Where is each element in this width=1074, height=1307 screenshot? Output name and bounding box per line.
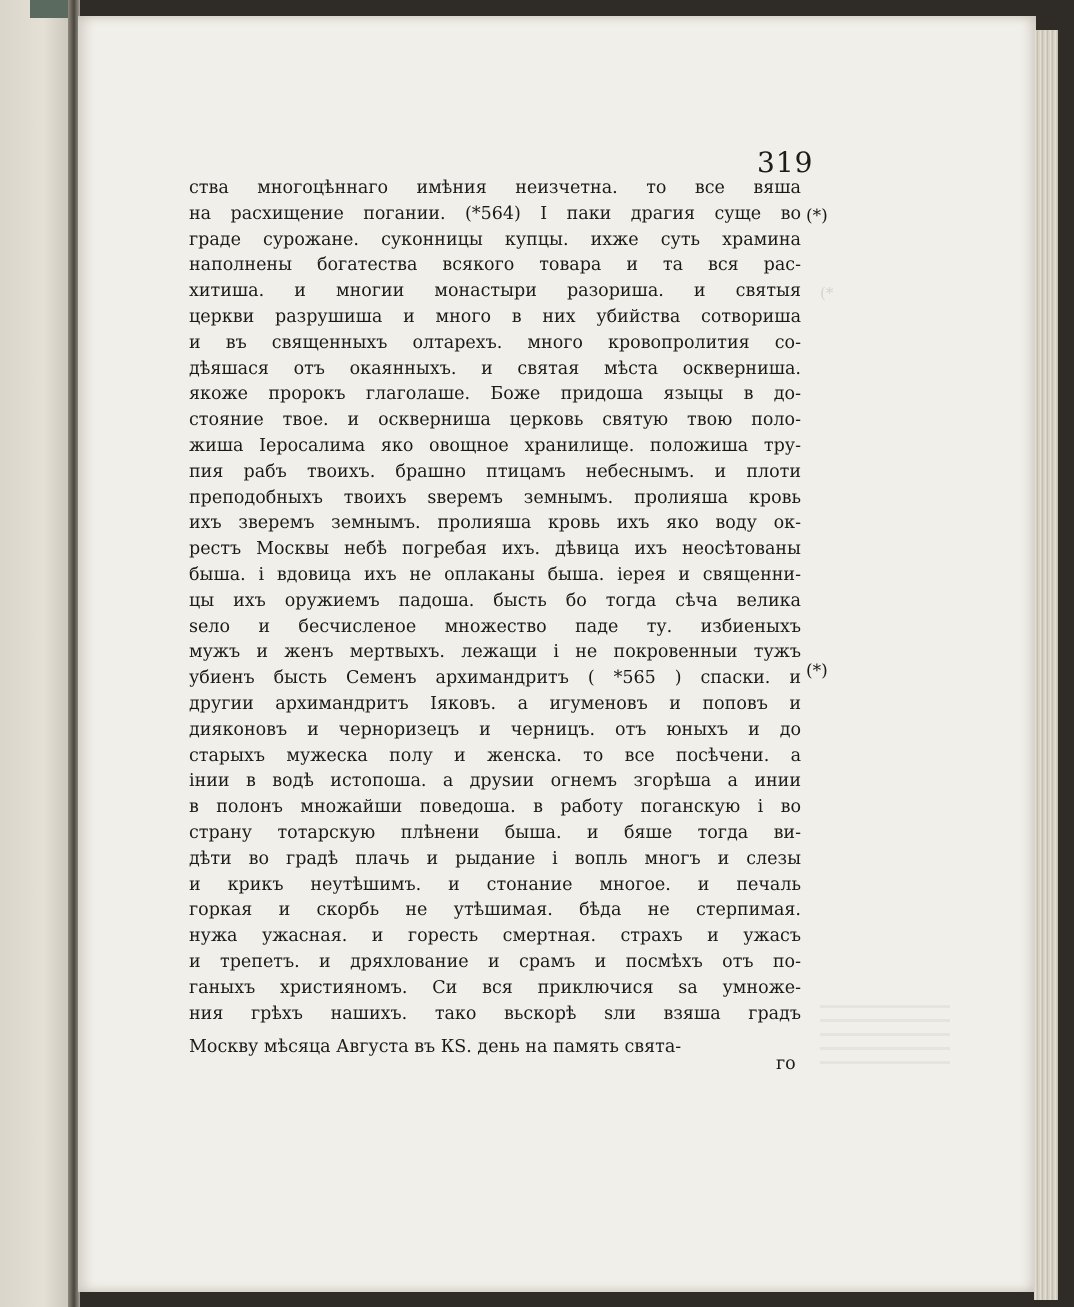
text-line: ния грѣхъ нашихъ. тако вьскорѣ ѕли взяша градъ xyxy=(189,1003,801,1024)
text-line: и трепетъ. и дряхлование и срамъ и посмѣхъ отъ по- xyxy=(189,951,801,972)
text-line: ства многоцѣннаго имѣния неизчетна. то все вяша xyxy=(189,178,801,198)
text-line: церкви разрушиша и много в них убийства сотвориша xyxy=(189,306,801,327)
text-line: и въ священныхъ олтарехъ. много кровопролития со- xyxy=(189,332,801,353)
text-line: наполнены богатества всякого товара и та вся рас- xyxy=(189,255,801,276)
text-line: убиенъ бысть Семенъ архимандритъ ( *565 ) спаски. и xyxy=(189,668,801,689)
text-line: и крикъ неутѣшимъ. и стонание многое. и печаль xyxy=(189,874,801,895)
text-line: ганыхъ християномъ. Си вся приключися ѕа умноже- xyxy=(189,977,801,998)
text-line: быша. і вдовица ихъ не оплаканы быша. іерея и священни- xyxy=(189,564,801,585)
left-page-edge xyxy=(0,0,72,1307)
footnote-marker: (*) xyxy=(806,206,828,226)
text-line: нужа ужасная. и горесть смертная. страхъ и ужасъ xyxy=(189,926,801,947)
text-line: ѕело и бесчисленое множество паде ту. избиеныхъ xyxy=(189,616,801,637)
footnote-marker: (*) xyxy=(806,661,828,681)
catchword: го xyxy=(776,1054,796,1074)
text-line: граде сурожане. суконницы купцы. ихже суть храмина xyxy=(189,229,801,250)
text-line: рестъ Москвы небѣ погребая ихъ. дѣвица ихъ неосѣтованы xyxy=(189,539,801,560)
page-fore-edge xyxy=(1034,30,1058,1300)
text-line: дѣти во градѣ плачь и рыдание і вопль многъ и слезы xyxy=(189,848,801,869)
text-line: жиша Іеросалима яко овощное хранилище. положиша тру- xyxy=(189,435,801,456)
text-line: на расхищение погании. (*564) I паки драгия суще во xyxy=(189,203,801,224)
text-line: стояние твое. и оскверниша церковь святую твою поло- xyxy=(189,410,801,431)
text-line: горкая и скорбь не утѣшимая. бѣда не стерпимая. xyxy=(189,900,801,921)
show-through-mark: (* xyxy=(820,284,834,302)
show-through-text xyxy=(820,1005,950,1075)
text-line: якоже пророкъ глаголаше. Боже придоша языцы в до- xyxy=(189,384,801,405)
text-line: в полонъ множайши поведоша. в работу поганскую і во xyxy=(189,797,801,818)
text-line: хитиша. и многии монастыри разориша. и святыя xyxy=(189,281,801,302)
binding-tab xyxy=(30,0,68,18)
text-line: преподобныхъ твоихъ ѕверемъ земнымъ. пролияша кровь xyxy=(189,487,801,508)
text-line: мужъ и женъ мертвыхъ. лежащи і не покровенныи тужъ xyxy=(189,642,801,663)
text-line: старыхъ мужеска полу и женска. то все посѣчени. а xyxy=(189,745,801,766)
body-text xyxy=(189,176,801,1061)
text-line: цы ихъ оружиемъ падоша. бысть бо тогда сѣча велика xyxy=(189,590,801,611)
text-line: ихъ зверемъ земнымъ. пролияша кровь ихъ яко воду ок- xyxy=(189,513,801,534)
text-line: дияконовъ и черноризецъ и черницъ. отъ юныхъ и до xyxy=(189,719,801,740)
text-line: дѣяшася отъ окаянныхъ. и святая мѣста осквернишa. xyxy=(189,358,801,379)
text-line: пия рабъ твоихъ. брашно птицамъ небеснымъ. и плоти xyxy=(189,461,801,482)
text-line: інии в водѣ истопоша. а друѕии огнемъ згорѣша а инии xyxy=(189,771,801,792)
page-number: 319 xyxy=(757,146,814,179)
text-line: другии архимандритъ Іяковъ. а игуменовъ и поповъ и xyxy=(189,693,801,714)
text-line: страну тотарскую плѣнени быша. и бяше тогда ви- xyxy=(189,822,801,843)
text-line-last: Москву мѣсяца Августа въ КЅ. день на память свята- xyxy=(189,1037,682,1058)
